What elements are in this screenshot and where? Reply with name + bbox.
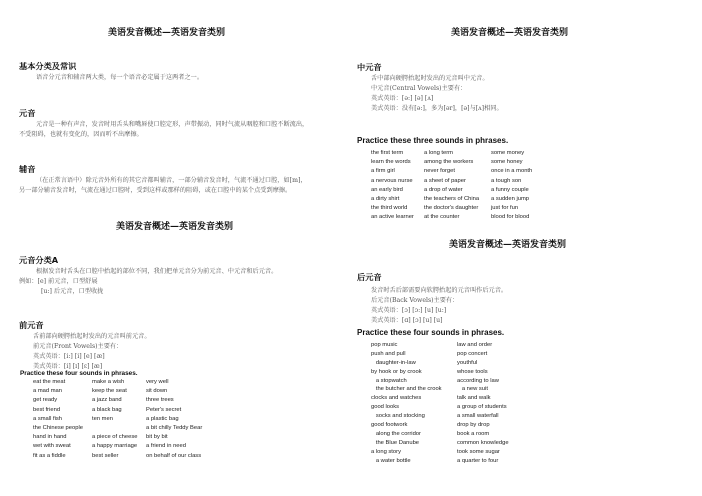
back-text-line: 后元音(Back Vowels)主要有： xyxy=(371,297,459,304)
table-cell: pop concert xyxy=(457,350,488,357)
front-text-line: 前元音(Front Vowels)主要有： xyxy=(33,343,123,350)
table-cell: on behalf of our class xyxy=(146,452,202,459)
table-row xyxy=(371,386,561,395)
phrase-table xyxy=(33,379,233,462)
table-row xyxy=(371,440,561,449)
table-cell: the third world xyxy=(371,205,408,212)
front-text-line: 舌前部向硬腭抬起时发出的元音叫前元音。 xyxy=(33,333,151,340)
central-text-line: 中元音(Central Vowels)主要有： xyxy=(371,85,467,92)
table-row xyxy=(371,369,561,378)
table-cell: an active learner xyxy=(371,214,414,221)
table-row xyxy=(371,187,561,196)
table-cell: keep the seat xyxy=(92,388,127,395)
table-cell: a bit chilly Teddy Bear xyxy=(146,424,203,431)
table-cell: according to law xyxy=(457,377,499,384)
classes-text-line: [u:] 后元音，口型收拢 xyxy=(41,288,104,295)
table-cell: a black bag xyxy=(92,406,122,413)
table-cell: youthful xyxy=(457,359,478,366)
table-cell: pop music xyxy=(371,342,398,348)
practice-heading: Practice these four sounds in phrases. xyxy=(357,328,505,337)
table-cell: Peter's secret xyxy=(146,406,182,413)
table-row xyxy=(371,395,561,404)
section-heading-basics: 基本分类及常识 xyxy=(19,61,77,71)
table-cell: hand in hand xyxy=(33,434,67,441)
section-heading-vowels: 元音 xyxy=(19,108,36,118)
practice-heading: Practice these three sounds in phrases. xyxy=(357,136,509,145)
table-row xyxy=(33,453,233,462)
table-row xyxy=(371,214,561,223)
table-cell: a tough son xyxy=(491,177,522,184)
table-cell: a quarter to four xyxy=(457,457,499,464)
table-cell: just for fun xyxy=(491,205,519,212)
table-cell: a mad man xyxy=(33,388,62,395)
table-row xyxy=(371,178,561,187)
table-row xyxy=(371,159,561,168)
table-cell: socks and stocking xyxy=(371,413,425,420)
table-row xyxy=(371,168,561,177)
section-heading-front-vowels: 前元音 xyxy=(19,320,44,330)
table-cell: a water bottle xyxy=(371,457,411,464)
table-cell: eat the meat xyxy=(33,379,66,385)
table-cell: a firm girl xyxy=(371,168,395,175)
back-text-line: 发音时舌后部需要向软腭抬起的元音叫作后元音。 xyxy=(371,287,508,294)
table-cell: sit down xyxy=(146,388,168,395)
phrase-table xyxy=(371,150,561,224)
table-cell: a group of students xyxy=(457,404,507,411)
table-row xyxy=(371,360,561,369)
table-cell: at the counter xyxy=(424,214,460,221)
table-cell: a piece of cheese xyxy=(92,434,138,441)
section-heading-consonants: 辅音 xyxy=(19,164,36,174)
table-row xyxy=(33,443,233,452)
table-cell: a drop of water xyxy=(424,186,463,193)
section-heading-vowel-classes: 元音分类A xyxy=(19,255,59,265)
central-text-line: 舌中部向硬腭抬起时发出的元音叫中元音。 xyxy=(371,75,489,82)
front-text-line: 美式英语：[i] [ɪ] [ɛ] [æ] xyxy=(33,363,103,370)
page-title: 美语发音概述—英语发音类别 xyxy=(451,28,569,38)
table-cell: whose tools xyxy=(457,368,488,375)
table-row xyxy=(371,205,561,214)
table-cell: an early bird xyxy=(371,186,403,193)
table-row xyxy=(33,388,233,397)
central-text-line: 美式英语：没有[ə:]，多为[ər]，[ə]与[ʌ]相同。 xyxy=(371,105,503,112)
basics-text: 语音分元音和辅音两大类，每一个语音必定属于这两者之一。 xyxy=(36,74,204,81)
back-text-line: 英式英语：[ɔ] [ɔ:] [u] [u:] xyxy=(371,307,447,314)
table-cell: the doctor's daughter xyxy=(424,205,479,212)
table-cell: the Blue Danube xyxy=(371,439,420,446)
table-cell: very well xyxy=(146,379,169,385)
table-cell: a sudden jump xyxy=(491,195,530,202)
classes-text-line: 例如：[e] 前元音，口型舒展 xyxy=(19,278,98,285)
table-row xyxy=(33,379,233,388)
table-row xyxy=(371,422,561,431)
table-cell: bit by bit xyxy=(146,434,168,441)
table-cell: never forget xyxy=(424,168,455,175)
table-cell: a plastic bag xyxy=(146,415,179,422)
table-cell: drop by drop xyxy=(457,422,490,429)
table-cell: make a wish xyxy=(92,379,125,385)
table-cell: the teachers of China xyxy=(424,195,480,202)
table-row xyxy=(371,150,561,159)
table-cell: a stopwatch xyxy=(371,377,407,384)
page-title: 美语发音概述—英语发音类别 xyxy=(449,240,567,250)
table-cell: a small waterfall xyxy=(457,413,499,420)
table-cell: learn the words xyxy=(371,159,411,166)
vowel-text-line: 元音是一种有声音，发音时用舌头和嘴唇使口腔定形，声带振动，同时气流从咽腔和口腔不断流出， xyxy=(36,121,309,128)
table-cell: three trees xyxy=(146,397,174,404)
table-row xyxy=(33,425,233,434)
table-cell: a friend in need xyxy=(146,443,186,450)
classes-text-line: 根据发音时舌头在口腔中抬起的部位不同，我们把单元音分为前元音、中元音和后元音。 xyxy=(36,268,278,275)
table-cell: a happy marriage xyxy=(92,443,138,450)
table-row xyxy=(371,458,561,467)
table-cell: a new suit xyxy=(457,386,488,393)
front-text-line: 英式英语：[i:] [i] [e] [æ] xyxy=(33,353,105,360)
table-cell: daughter-in-law xyxy=(371,359,416,366)
table-row xyxy=(371,404,561,413)
table-row xyxy=(33,397,233,406)
table-cell: took some sugar xyxy=(457,448,500,455)
table-cell: the Chinese people xyxy=(33,424,83,431)
section-heading-back-vowels: 后元音 xyxy=(357,272,382,282)
vowel-text-line: 不受阻碍，也就有变化的，因而听不出摩擦。 xyxy=(19,131,143,138)
table-cell: push and pull xyxy=(371,350,406,357)
back-text-line: 美式英语：[ɑ] [ɔ] [u] [u] xyxy=(371,317,443,324)
table-row xyxy=(371,351,561,360)
table-cell: a nervous nurse xyxy=(371,177,413,184)
table-cell: the butcher and the crook xyxy=(371,386,442,393)
table-cell: wet with sweat xyxy=(33,443,71,450)
table-cell: a long term xyxy=(424,150,453,156)
consonant-text-line: （在正常言语中）除元音外所有的其它音都叫辅音，一部分辅音发音时，气流不通过口腔，如[m]， xyxy=(36,177,307,184)
table-cell: some honey xyxy=(491,159,523,166)
practice-heading: Practice these four sounds in phrases. xyxy=(20,370,138,377)
table-cell: fit as a fiddle xyxy=(33,452,66,459)
table-cell: law and order xyxy=(457,342,493,348)
table-cell: good footwork xyxy=(371,422,408,429)
table-cell: some money xyxy=(491,150,525,156)
table-row xyxy=(371,449,561,458)
table-row xyxy=(33,416,233,425)
page-title: 美语发音概述—英语发音类别 xyxy=(116,222,234,232)
table-cell: book a room xyxy=(457,430,490,437)
table-row xyxy=(371,378,561,387)
table-cell: talk and walk xyxy=(457,395,491,402)
table-row xyxy=(371,342,561,351)
table-row xyxy=(371,431,561,440)
table-cell: once in a month xyxy=(491,168,533,175)
table-row xyxy=(33,407,233,416)
table-cell: among the workers xyxy=(424,159,474,166)
table-cell: ten men xyxy=(92,415,113,422)
table-cell: get ready xyxy=(33,397,58,404)
table-cell: common knowledge xyxy=(457,439,509,446)
table-cell: best friend xyxy=(33,406,61,413)
table-cell: best seller xyxy=(92,452,119,459)
phrase-table xyxy=(371,342,561,466)
table-row xyxy=(371,413,561,422)
table-cell: blood for blood xyxy=(491,214,530,221)
table-cell: a jazz band xyxy=(92,397,122,404)
consonant-text-line: 另一部分辅音发音时，气流在通过口腔时，受到这样或那样的阻碍，或在口腔中的某个点受到摩擦。 xyxy=(19,187,292,194)
table-cell: by hook or by crook xyxy=(371,368,422,375)
table-row xyxy=(33,434,233,443)
section-heading-central-vowels: 中元音 xyxy=(357,62,382,72)
table-cell: along the corridor xyxy=(371,430,421,437)
table-cell: a long story xyxy=(371,448,401,455)
central-text-line: 英式英语：[ə:] [ə] [ʌ] xyxy=(371,95,434,102)
table-cell: good looks xyxy=(371,404,400,411)
table-cell: clocks and watches xyxy=(371,395,422,402)
table-row xyxy=(371,196,561,205)
table-cell: a dirty shirt xyxy=(371,195,400,202)
page-title: 美语发音概述—英语发音类别 xyxy=(108,28,226,38)
table-cell: a sheet of paper xyxy=(424,177,466,184)
table-cell: a funny couple xyxy=(491,186,529,193)
table-cell: a small fish xyxy=(33,415,62,422)
table-cell: the first term xyxy=(371,150,404,156)
